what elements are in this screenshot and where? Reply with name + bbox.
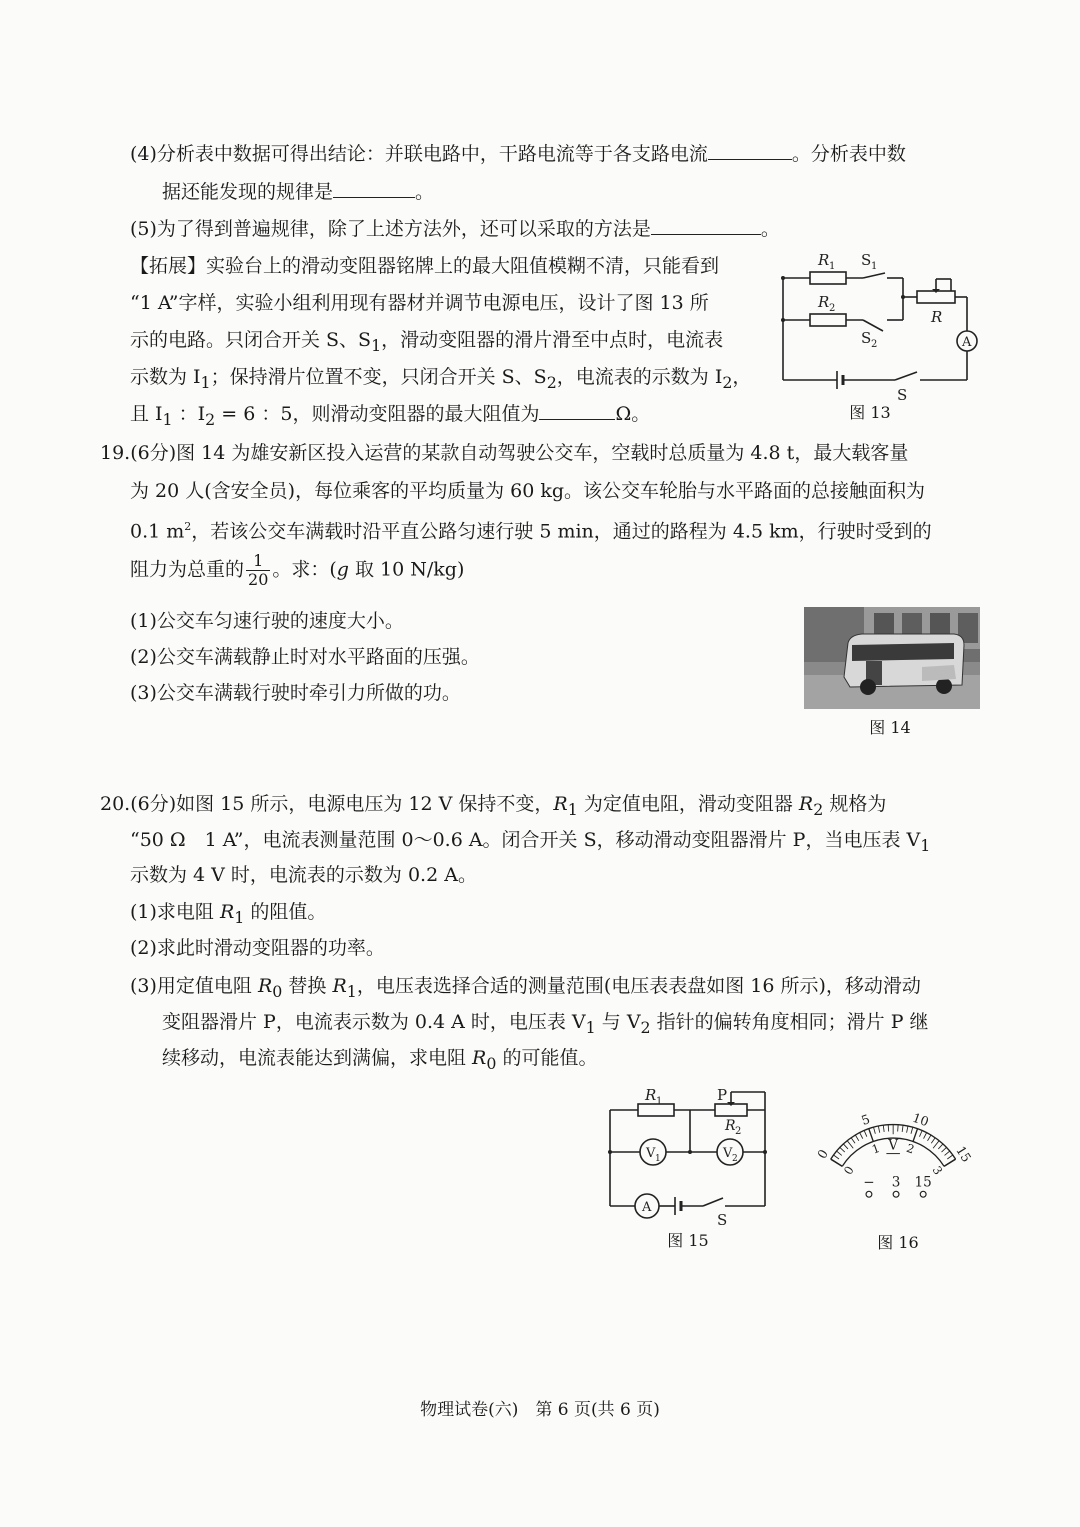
terminal-label: − [863, 1174, 875, 1191]
dial-tick [834, 1155, 839, 1159]
terminal-post [920, 1191, 926, 1197]
q20-line1: 20.(6分)如图 15 所示，电源电压为 12 V 保持不变，$R_1$ 为定值电阻，滑动变阻器 $R_2$ 规格为 [100, 793, 887, 819]
resistor-r2 [810, 314, 846, 326]
label-r: R [931, 308, 943, 326]
q18-extension-line4: 示数为 $I_1$；保持滑片位置不变，只闭合开关 S、$S_2$，电流表的示数为 $I_2$， [130, 366, 752, 392]
q19-sub3: (3)公交车满载行驶时牵引力所做的功。 [130, 682, 461, 704]
dial-outer-label: 0 [814, 1146, 831, 1162]
label-v2: V [723, 1146, 733, 1161]
q19-line1: 19.(6分)图 14 为雄安新区投入运营的某款自动驾驶公交车，空载时总质量为 4.8 t，最大载客量 [100, 442, 909, 464]
dial-tick [924, 1133, 927, 1139]
dial-tick [860, 1133, 863, 1139]
svg-text:1: 1 [829, 261, 836, 272]
svg-text:1: 1 [656, 1096, 663, 1107]
terminal-label: 15 [914, 1174, 932, 1191]
svg-text:2: 2 [732, 1154, 738, 1164]
dial-tick [911, 1127, 913, 1134]
figure-15-caption: 图 15 [667, 1231, 709, 1250]
q19-sub1: (1)公交车匀速行驶的速度大小。 [130, 610, 404, 632]
q18-part4-line2: 据还能发现的规律是 。 [162, 177, 434, 207]
svg-text:2: 2 [735, 1126, 742, 1137]
dial-tick [837, 1151, 842, 1155]
q19-line4: 阻力为总重的 $\frac{1}{20}$ 。求：(g 取 10 N/kg) [130, 551, 465, 589]
figure-16-caption: 图 16 [877, 1233, 919, 1252]
fraction: $\frac{1}{20}$ [248, 551, 269, 589]
dial-inner-label: 2 [904, 1140, 917, 1157]
q20-sub3-line2: 变阻器滑片 P，电流表示数为 0.4 A 时，电压表 $V_1$ 与 $V_2$ 指针的偏转角度相同；滑片 P 继 [162, 1011, 929, 1037]
dial-tick [843, 1144, 848, 1149]
label-v1: V [646, 1146, 656, 1161]
label-a: A [642, 1200, 652, 1215]
label-r2: R [818, 293, 830, 311]
dial-tick [883, 1125, 884, 1132]
terminal-label: 3 [891, 1174, 901, 1191]
q19-sub2: (2)公交车满载静止时对水平路面的压强。 [130, 646, 480, 668]
q20-sub3-line3: 续移动，电流表能达到满偏，求电阻 $R_0$ 的可能值。 [162, 1047, 598, 1073]
dial-inner-label: 1 [870, 1140, 882, 1157]
dial-unit: V [888, 1137, 899, 1154]
dial-tick [851, 1138, 855, 1144]
resistor-r1 [810, 272, 846, 284]
label-s: S [897, 386, 908, 404]
dial-tick [945, 1151, 950, 1155]
dial-outer-label: 15 [953, 1143, 975, 1165]
q20-sub3-line1: (3)用定值电阻 $R_0$ 替换 $R_1$，电压表选择合适的测量范围(电压表表盘如图 16 所示)，移动滑动 [130, 975, 921, 1001]
figure-13-caption: 图 13 [849, 403, 891, 422]
label-s: S [717, 1211, 728, 1229]
page-footer: 物理试卷(六) 第 6 页(共 6 页) [420, 1400, 660, 1420]
q18-extension-line5: 且 $I_1$ ：$I_2 = 6$ ：5，则滑动变阻器的最大阻值为 Ω。 [130, 399, 650, 435]
dial-tick [840, 1147, 845, 1152]
dial-tick [938, 1144, 943, 1149]
q18-part5: (5)为了得到普遍规律，除了上述方法外，还可以采取的方法是 。 [130, 214, 780, 244]
figure-13-circuit [775, 245, 985, 415]
dial-tick [874, 1127, 876, 1134]
dial-tick [942, 1147, 947, 1152]
dial-tick [869, 1129, 873, 1142]
dial-tick [931, 1138, 935, 1144]
q18-extension-line3: 示的电路。只闭合开关 S、$S_1$，滑动变阻器的滑片滑至中点时，电流表 [130, 329, 724, 355]
figure-15-circuit [605, 1080, 775, 1229]
answer-blank [333, 177, 415, 198]
figure-16-voltmeter-dial [808, 1080, 988, 1202]
answer-blank [539, 399, 615, 420]
dial-tick [933, 1141, 939, 1149]
svg-text:2: 2 [871, 339, 878, 350]
svg-text:2: 2 [829, 303, 836, 314]
figure-14-bus-photo [804, 607, 980, 709]
label-s1: S [861, 251, 872, 269]
answer-blank [708, 139, 792, 160]
terminal-post [893, 1191, 899, 1197]
dial-tick [913, 1129, 917, 1142]
label-r2: R [725, 1118, 736, 1134]
dial-inner-label: 3 [929, 1163, 946, 1178]
dial-tick [902, 1125, 903, 1132]
dial-tick [944, 1159, 955, 1166]
q20-line3: 示数为 4 V 时，电流表的示数为 0.2 A。 [130, 864, 477, 886]
q19-line2: 为 20 人(含安全员)，每位乘客的平均质量为 60 kg。该公交车轮胎与水平路面的总接触面积为 [130, 480, 926, 502]
q20-sub1: (1)求电阻 $R_1$ 的阻值。 [130, 901, 327, 927]
terminal-post [866, 1191, 872, 1197]
q18-extension-line2: “1 A”字样，实验小组利用现有器材并调节电源电压，设计了图 13 所 [130, 292, 709, 314]
q19-line3: 0.1 $m^2$，若该公交车满载时沿平直公路匀速行驶 5 min，通过的路程为 4.5 km，行驶时受到的 [130, 520, 932, 543]
dial-tick [907, 1126, 908, 1133]
dial-outer-label: 10 [910, 1109, 931, 1130]
q18-extension-line1: 【拓展】实验台上的滑动变阻器铭牌上的最大阻值模糊不清，只能看到 [130, 255, 720, 277]
svg-text:1: 1 [871, 261, 878, 272]
q18-part4-line1: (4)分析表中数据可得出结论：并联电路中，干路电流等于各支路电流 。分析表中数 [130, 139, 906, 169]
dial-outer-label: 5 [859, 1111, 872, 1128]
dial-tick [928, 1135, 931, 1141]
dial-inner-label: 0 [840, 1163, 857, 1178]
label-r1: R [818, 251, 830, 269]
label-s2: S [861, 329, 872, 347]
figure-14-caption: 图 14 [869, 718, 911, 737]
answer-blank [651, 214, 761, 235]
dial-tick [919, 1130, 922, 1136]
dial-tick [847, 1141, 853, 1149]
dial-tick [855, 1135, 858, 1141]
dial-tick [831, 1159, 842, 1166]
q20-line2: “50 Ω 1 A”，电流表测量范围 0～0.6 A。闭合开关 S，移动滑动变阻器滑片 P，当电压表 $V_1$ [130, 829, 931, 855]
dial-tick [878, 1126, 879, 1133]
label-r1: R [645, 1086, 657, 1104]
svg-text:1: 1 [655, 1154, 661, 1164]
dial-tick [864, 1130, 867, 1136]
q20-sub2: (2)求此时滑动变阻器的功率。 [130, 937, 385, 959]
label-a: A [962, 335, 972, 350]
label-p: P [717, 1086, 728, 1104]
dial-tick [947, 1155, 952, 1159]
